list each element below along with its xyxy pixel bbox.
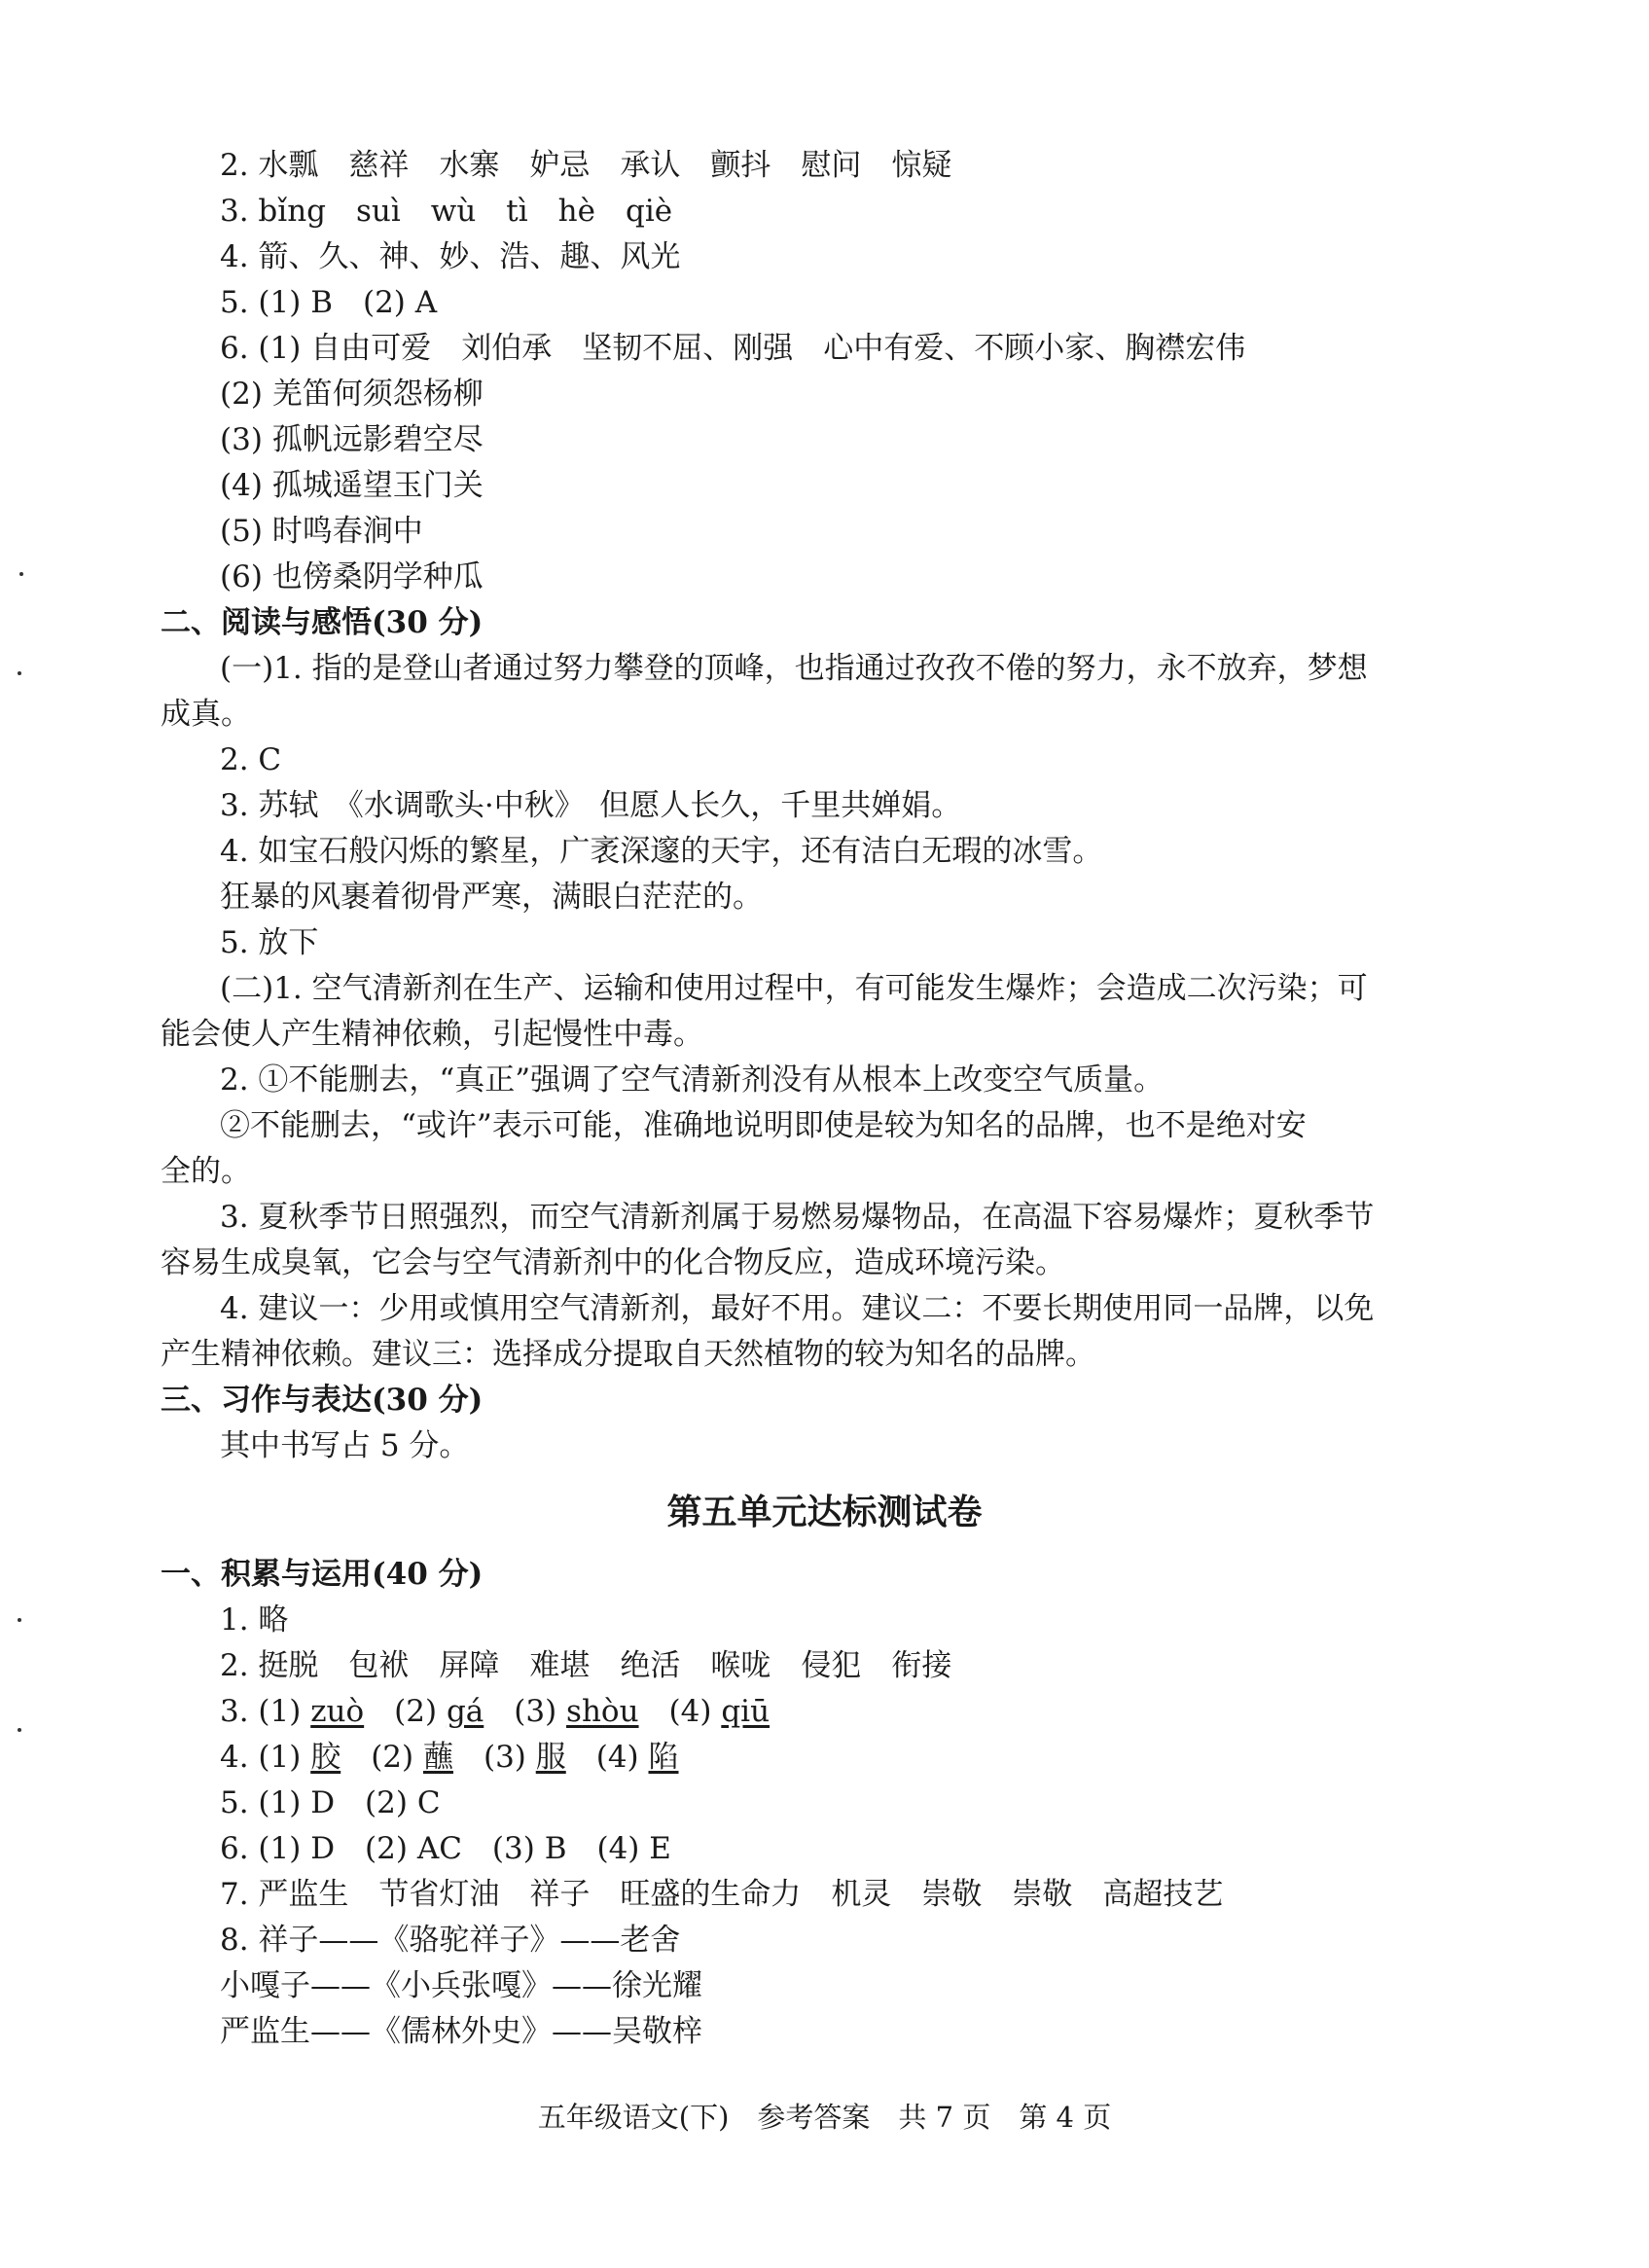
underlined-answer: 胶 <box>310 1740 341 1775</box>
scan-speck <box>18 1728 21 1732</box>
answer-line: (2) 羌笛何须怨杨柳 <box>220 377 484 412</box>
underlined-answer: zuò <box>310 1694 365 1729</box>
answer-line: 3. 苏轼 《水调歌头·中秋》 但愿人长久，千里共婵娟。 <box>220 788 962 823</box>
scan-speck <box>18 1618 21 1622</box>
underlined-answer: 陷 <box>648 1740 679 1775</box>
answer-line: 2. ①不能删去，“真正”强调了空气清新剂没有从根本上改变空气质量。 <box>220 1062 1165 1098</box>
answer-line: 容易生成臭氧，它会与空气清新剂中的化合物反应，造成环境污染。 <box>161 1245 1065 1280</box>
answer-line: 小嘎子——《小兵张嘎》——徐光耀 <box>220 1968 702 2003</box>
unit-title: 第五单元达标测试卷 <box>666 1492 983 1532</box>
answer-line: 2. C <box>220 742 282 777</box>
answer-line: (二)1. 空气清新剂在生产、运输和使用过程中，有可能发生爆炸；会造成二次污染；可 <box>220 971 1368 1006</box>
answer-line: 4. 建议一：少用或慎用空气清新剂，最好不用。建议二：不要长期使用同一品牌，以免 <box>220 1291 1375 1326</box>
answer-line: 5. 放下 <box>220 925 319 960</box>
answer-line: (6) 也傍桑阴学种瓜 <box>220 559 484 594</box>
answer-line: 成真。 <box>161 697 251 732</box>
answer-line: 7. 严监生 节省灯油 祥子 旺盛的生命力 机灵 崇敬 崇敬 高超技艺 <box>220 1877 1224 1912</box>
answer-line: 2. 挺脱 包袱 屏障 难堪 绝活 喉咙 侵犯 衔接 <box>220 1648 952 1683</box>
underlined-answer: gá <box>446 1694 484 1729</box>
section-heading-writing: 三、习作与表达(30 分) <box>161 1383 484 1418</box>
answer-line: 5. (1) D (2) C <box>220 1785 441 1820</box>
answer-line: 8. 祥子——《骆驼祥子》——老舍 <box>220 1923 681 1958</box>
answer-line-pinyin: 3. (1) zuò (2) gá (3) shòu (4) qiū <box>220 1694 771 1729</box>
answer-line: 全的。 <box>161 1154 251 1189</box>
answer-line: (一)1. 指的是登山者通过努力攀登的顶峰，也指通过孜孜不倦的努力，永不放弃，梦想 <box>220 651 1368 686</box>
answer-line: ②不能删去，“或许”表示可能，准确地说明即使是较为知名的品牌，也不是绝对安 <box>220 1108 1307 1143</box>
answer-line: (4) 孤城遥望玉门关 <box>220 468 484 503</box>
answer-line: 5. (1) B (2) A <box>220 285 438 320</box>
answer-line: 6. (1) 自由可爱 刘伯承 坚韧不屈、刚强 心中有爱、不顾小家、胸襟宏伟 <box>220 331 1246 366</box>
answer-line: 狂暴的风裹着彻骨严寒，满眼白茫茫的。 <box>220 880 763 915</box>
answer-line-chars: 4. (1) 胶 (2) 蘸 (3) 服 (4) 陷 <box>220 1740 679 1775</box>
answer-line: 2. 水瓢 慈祥 水寨 妒忌 承认 颤抖 慰问 惊疑 <box>220 148 952 183</box>
section-heading-accumulation: 一、积累与运用(40 分) <box>161 1557 484 1592</box>
scan-speck <box>18 671 21 675</box>
scan-speck <box>19 572 23 576</box>
answer-line: 6. (1) D (2) AC (3) B (4) E <box>220 1831 671 1866</box>
answer-line: (3) 孤帆远影碧空尽 <box>220 422 484 457</box>
answer-line: 1. 略 <box>220 1602 289 1638</box>
page-footer: 五年级语文(下) 参考答案 共 7 页 第 4 页 <box>537 2101 1112 2134</box>
answer-line: 产生精神依赖。建议三：选择成分提取自天然植物的较为知名的品牌。 <box>161 1337 1095 1372</box>
underlined-answer: qiū <box>721 1694 771 1729</box>
answer-line: 4. 箭、久、神、妙、浩、趣、风光 <box>220 239 681 274</box>
section-heading-reading: 二、阅读与感悟(30 分) <box>161 605 484 640</box>
answer-line: 3. 夏秋季节日照强烈，而空气清新剂属于易燃易爆物品，在高温下容易爆炸；夏秋季节 <box>220 1200 1375 1235</box>
answer-line: (5) 时鸣春涧中 <box>220 514 423 549</box>
answer-line: 严监生——《儒林外史》——吴敬梓 <box>220 2014 702 2049</box>
answer-line: 4. 如宝石般闪烁的繁星，广袤深邃的天宇，还有洁白无瑕的冰雪。 <box>220 834 1103 869</box>
underlined-answer: 蘸 <box>422 1740 453 1775</box>
answer-line: 能会使人产生精神依赖，引起慢性中毒。 <box>161 1017 703 1052</box>
underlined-answer: 服 <box>535 1740 566 1775</box>
underlined-answer: shòu <box>566 1694 639 1729</box>
answer-line: 其中书写占 5 分。 <box>220 1428 470 1463</box>
answer-line: 3. bǐng suì wù tì hè qiè <box>220 194 673 229</box>
